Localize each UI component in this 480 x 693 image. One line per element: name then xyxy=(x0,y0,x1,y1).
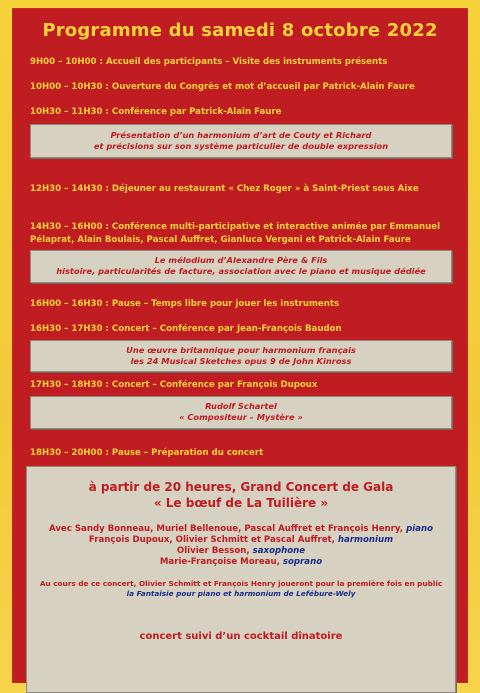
performer-line: Marie-Françoise Moreau, soprano xyxy=(159,557,323,567)
talk-line: et précisions sur son système particulier de double expression xyxy=(93,141,389,151)
schedule-item: Pélaprat, Alain Boulais, Pascal Auffret, Gianluca Vergani et Patrick-Alain Faure xyxy=(30,235,411,245)
performer-line: François Dupoux, Olivier Schmitt et Pascal Auffret, harmonium xyxy=(88,535,394,545)
talk-line: Présentation d’un harmonium d’art de Couty et Richard xyxy=(110,130,372,140)
talk-line: Une œuvre britannique pour harmonium français xyxy=(126,345,356,355)
talk-line: Rudolf Schartel xyxy=(205,401,277,411)
talk-line: Le mélodium d’Alexandre Père & Fils xyxy=(154,255,328,265)
performers-list xyxy=(27,524,455,568)
gala-heading: à partir de 20 heures, Grand Concert de Gala xyxy=(88,480,394,494)
talk-line: « Compositeur – Mystère » xyxy=(179,412,303,422)
performer-line: Avec Sandy Bonneau, Muriel Bellenoue, Pascal Auffret et François Henry, piano xyxy=(48,524,433,534)
schedule-item: 10H00 – 10H30 : Ouverture du Congrès et mot d’accueil par Patrick-Alain Faure xyxy=(30,82,415,92)
performer-line: Olivier Besson, saxophone xyxy=(176,546,306,556)
schedule-item: 12H30 – 14H30 : Déjeuner au restaurant « Chez Roger » à Saint-Priest sous Aixe xyxy=(30,184,419,194)
gala-note: Au cours de ce concert, Olivier Schmitt et François Henry joueront pour la première fois en public la Fantaisie pour piano et harmonium de Lefébure-Wely xyxy=(39,579,443,598)
schedule-item: 18H30 – 20H00 : Pause – Préparation du concert xyxy=(30,448,264,458)
schedule-item: 10H30 – 11H30 : Conférence par Patrick-Alain Faure xyxy=(30,107,282,117)
talk-box xyxy=(30,124,452,158)
talk-line: histoire, particularités de facture, association avec le piano et musique dédiée xyxy=(56,266,426,276)
schedule-item: 9H00 – 10H00 : Accueil des participants – Visite des instruments présents xyxy=(30,57,388,67)
gala-final: concert suivi d’un cocktail dînatoire xyxy=(139,631,343,642)
schedule-item: 14H30 – 16H00 : Conférence multi-participative et interactive animée par Emmanuel xyxy=(30,222,441,232)
talk-box xyxy=(30,340,452,372)
schedule-item: 16H30 – 17H30 : Concert – Conférence par Jean-François Baudon xyxy=(30,324,342,334)
talk-box xyxy=(30,396,452,429)
gala-concert-box xyxy=(26,466,456,693)
talk-box xyxy=(30,250,452,283)
gala-subheading: « Le bœuf de La Tuilière » xyxy=(153,496,329,510)
page-title: Programme du samedi 8 octobre 2022 xyxy=(42,20,438,41)
schedule-item: 17H30 – 18H30 : Concert – Conférence par François Dupoux xyxy=(30,380,318,390)
schedule-item: 16H00 – 16H30 : Pause – Temps libre pour jouer les instruments xyxy=(30,299,340,309)
talk-line: les 24 Musical Sketches opus 9 de John Kinross xyxy=(130,356,352,366)
